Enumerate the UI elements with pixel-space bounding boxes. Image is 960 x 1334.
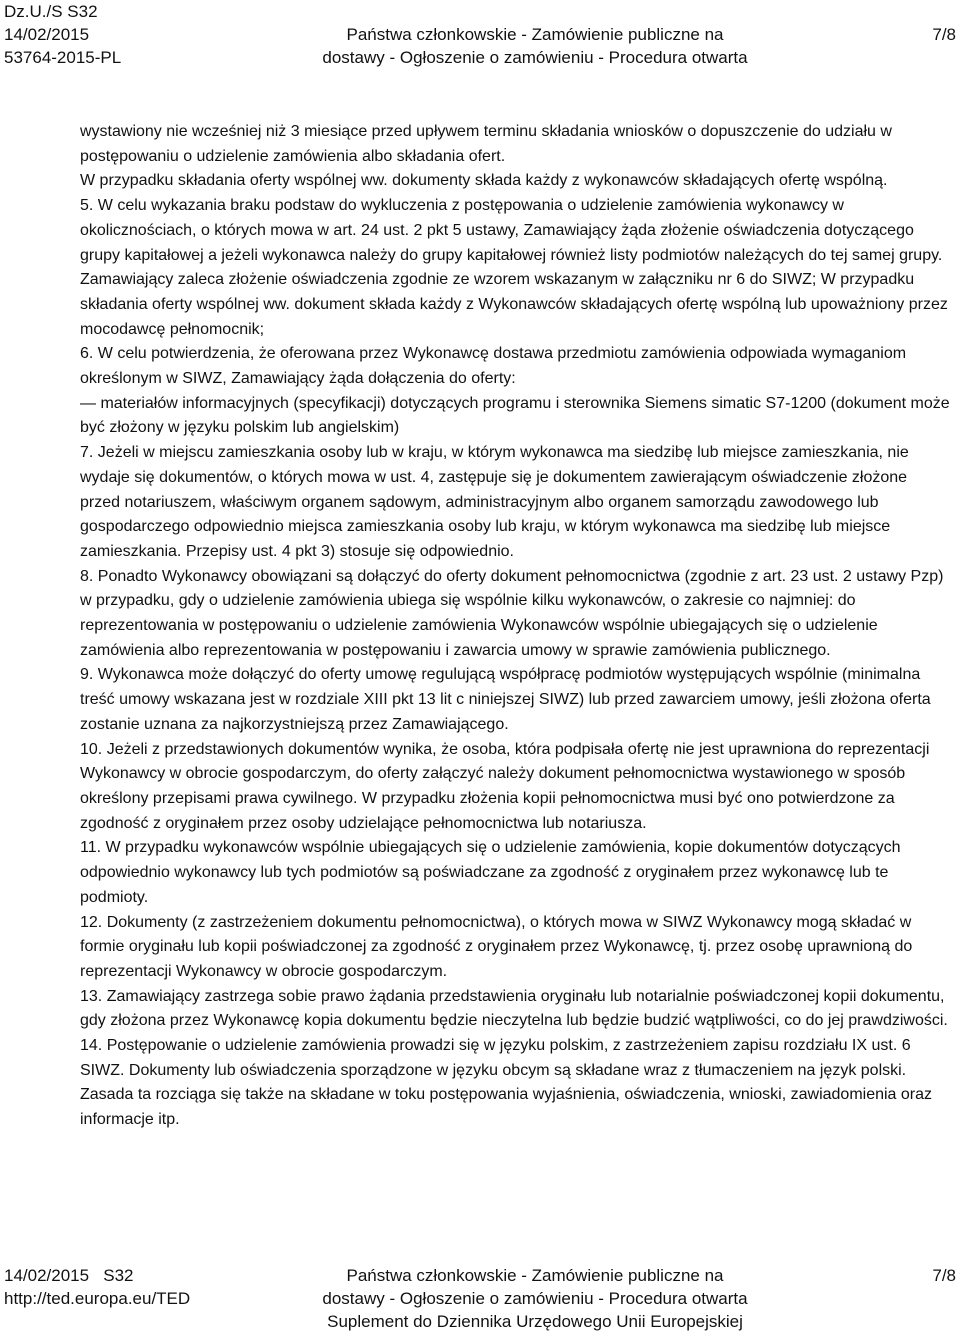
header-center (310, 23, 760, 69)
header-notice-id: 53764-2015-PL (4, 48, 122, 67)
paragraph: 9. Wykonawca może dołączyć do oferty umowę regulującą współpracę podmiotów występujących wspólnie (minimalna treść umowy wskazana jest w rozdziale XIII pkt 13 lit c niniejszej SIWZ) lub przed zawarciem umowy, jeśli złożona oferta zostanie uznana za najkorzystniejszą przez Zamawiającego. (80, 666, 931, 733)
header-title-line-2: dostawy - Ogłoszenie o zamówieniu - Procedura otwarta (322, 48, 748, 67)
footer-left (4, 1264, 190, 1310)
paragraph: 6. W celu potwierdzenia, że oferowana przez Wykonawcę dostawa przedmiotu zamówienia odpowiada wymaganiom określonym w SIWZ, Zamawiający żąda dołączenia do oferty: (80, 345, 907, 388)
header-journal-ref: Dz.U./S S32 (4, 2, 98, 21)
header-date: 14/02/2015 (4, 25, 90, 44)
footer-supplement: Suplement do Dziennika Urzędowego Unii Europejskiej (327, 1312, 743, 1331)
paragraph: 7. Jeżeli w miejscu zamieszkania osoby lub w kraju, w którym wykonawca ma siedzibę lub miejsce zamieszkania, nie wydaje się dokumentów, o których mowa w ust. 4, zastępuje się je dokumentem zawierającym oświadczenie złożone przed notariuszem, właściwym organem sądowym, administracyjnym albo organem samorządu zawodowego lub gospodarczego odpowiednio miejsca zamieszkania osoby lub kraju, w którym wykonawca ma siedzibę lub miejsce zamieszkania. Przepisy ust. 4 pkt 3) stosuje się odpowiednio. (80, 444, 909, 560)
paragraph: 8. Ponadto Wykonawcy obowiązani są dołączyć do oferty dokument pełnomocnictwa (zgodnie z art. 23 ust. 2 ustawy Pzp) w przypadku, gdy o udzielenie zamówienia ubiega się wspólnie kilku wykonawców, o zakresie co najmniej: do reprezentowania w postępowaniu o udzielenie zamówienia Wykonawców wspólnie ubiegających się o udzielenie zamówienia albo reprezentowania w postępowaniu i zawarcia umowy w sprawie zamówienia publicznego. (80, 567, 944, 659)
paragraph: wystawiony nie wcześniej niż 3 miesiące przed upływem terminu składania wniosków o dopuszczenie do udziału w postępowaniu o udzielenie zamówienia albo składania ofert. (80, 123, 892, 165)
document-body (80, 120, 950, 1133)
paragraph: — materiałów informacyjnych (specyfikacji) dotyczących programu i sterownika Siemens simatic S7-1200 (dokument może być złożony w języku polskim lub angielskim) (80, 394, 950, 437)
footer-date-issue: 14/02/2015 S32 (4, 1266, 134, 1285)
paragraph: 14. Postępowanie o udzielenie zamówienia prowadzi się w języku polskim, z zastrzeżeniem zapisu rozdziału IX ust. 6 SIWZ. Dokumenty lub oświadczenia sporządzone w języku obcym są składane wraz z tłumaczeniem na język polski. Zasada ta rozciąga się także na składane w toku postępowania wyjaśnienia, oświadczenia, wnioski, zawiadomienia oraz informacje itp. (80, 1037, 933, 1129)
header-left (4, 0, 121, 69)
paragraph: 12. Dokumenty (z zastrzeżeniem dokumentu pełnomocnictwa), o których mowa w SIWZ Wykonawcy mogą składać w formie oryginału lub kopii poświadczonej za zgodność z oryginałem przez Wykonawcę, tj. przez osobę uprawnioną do reprezentacji Wykonawcy w obrocie gospodarczym. (80, 913, 913, 980)
footer-url: http://ted.europa.eu/TED (4, 1289, 191, 1308)
paragraph: 13. Zamawiający zastrzega sobie prawo żądania przedstawienia oryginału lub notarialnie poświadczonej kopii dokumentu, gdy złożona przez Wykonawcę kopia dokumentu będzie nieczytelna lub będzie budzić wątpliwości, co do jej prawdziwości. (80, 987, 948, 1030)
paragraph: 11. W przypadku wykonawców wspólnie ubiegających się o udzielenie zamówienia, kopie dokumentów dotyczących odpowiednio wykonawcy lub tych podmiotów są poświadczane za zgodność z oryginałem przez wykonawcę lub te podmioty. (80, 839, 901, 906)
paragraph: 5. W celu wykazania braku podstaw do wykluczenia z postępowania o udzielenie zamówienia wykonawcy w okolicznościach, o których mowa w art. 24 ust. 2 pkt 5 ustawy, Zamawiający żąda złożenie oświadczenia dotyczącego grupy kapitałowej a jeżeli wykonawca należy do grupy kapitałowej również listy podmiotów należących do tej samej grupy. Zamawiający zaleca złożenie oświadczenia zgodnie ze wzorem wskazanym w załączniku nr 6 do SIWZ; W przypadku składania oferty wspólnej ww. dokument składa każdy z Wykonawców składających ofertę wspólną lub upoważniony przez mocodawcę pełnomocnik; (80, 197, 948, 338)
footer-center (310, 1264, 760, 1333)
footer-page-number: 7/8 (932, 1266, 956, 1285)
footer-title-line-2: dostawy - Ogłoszenie o zamówieniu - Procedura otwarta (322, 1289, 748, 1308)
header-title-line-1: Państwa członkowskie - Zamówienie publiczne na (346, 25, 724, 44)
footer-title-line-1: Państwa członkowskie - Zamówienie publiczne na (346, 1266, 724, 1285)
paragraph: W przypadku składania oferty wspólnej ww. dokumenty składa każdy z wykonawców składających ofertę wspólną. (80, 172, 888, 190)
paragraph: 10. Jeżeli z przedstawionych dokumentów wynika, że osoba, która podpisała ofertę nie jest uprawniona do reprezentacji Wykonawcy w obrocie gospodarczym, do oferty załączyć należy dokument pełnomocnictwa wystawionego w sposób określony przepisami prawa cywilnego. W przypadku złożenia kopii pełnomocnictwa musi być ono potwierdzone za zgodność z oryginałem przez osoby udzielające pełnomocnictwa lub notariusza. (80, 740, 930, 832)
header-page-number: 7/8 (932, 25, 956, 44)
